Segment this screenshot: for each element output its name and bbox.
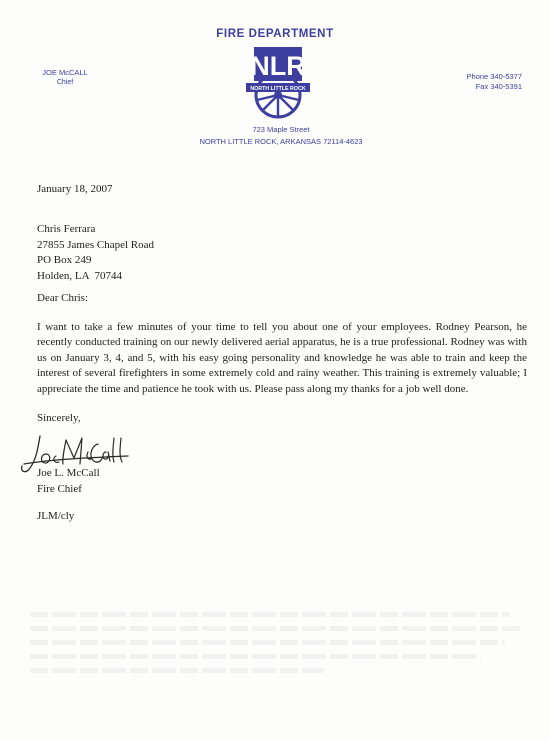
chief-title: Chief [56, 79, 74, 86]
letterhead-chief-block [30, 68, 100, 88]
recipient-po-box: PO Box 249 [37, 254, 92, 266]
fax-number: Fax 340-5391 [475, 82, 522, 91]
salutation: Dear Chris: [37, 292, 89, 304]
letterhead-address [0, 124, 550, 148]
logo-banner-text: NORTH LITTLE ROCK [250, 86, 306, 92]
recipient-name: Chris Ferrara [37, 223, 96, 235]
bleed-through-text [30, 612, 520, 692]
signer-block [37, 466, 100, 497]
typist-initials: JLM/cly [37, 510, 75, 522]
recipient-address [37, 222, 154, 284]
recipient-street: 27855 James Chapel Road [37, 238, 155, 251]
closing: Sincerely, [37, 412, 81, 424]
fire-department-logo [243, 45, 313, 121]
recipient-city: Holden, LA 70744 [37, 269, 122, 282]
letter-body-paragraph: I want to take a few minutes of your time to tell you about one of your employees. Rodney Pearson, he recently conducted training on our newly delivered aerial apparatus, he is a true professional. Rodney was with us on January 3, 4, and 5, with his easy going personality and knowledge he was able to train and keep the interest of several firefighters in some extremely cold and rainy weather. This training is extremely valuable; I appreciate the time and patience he took with us. Please pass along my thanks for a job well done. [37, 321, 527, 395]
signer-name: Joe L. McCall [37, 467, 100, 479]
street-address: 723 Maple Street [252, 125, 310, 134]
letter-date: January 18, 2007 [37, 183, 113, 195]
city-address: NORTH LITTLE ROCK, ARKANSAS 72114-4623 [199, 137, 363, 146]
chief-name: JOE McCALL [42, 68, 88, 77]
logo-letters: NLR [250, 51, 306, 81]
letterhead-contact-block [467, 72, 522, 92]
signer-title: Fire Chief [37, 482, 82, 495]
phone-number: Phone 340-5377 [466, 72, 522, 81]
letterhead-title: FIRE DEPARTMENT [216, 28, 334, 40]
